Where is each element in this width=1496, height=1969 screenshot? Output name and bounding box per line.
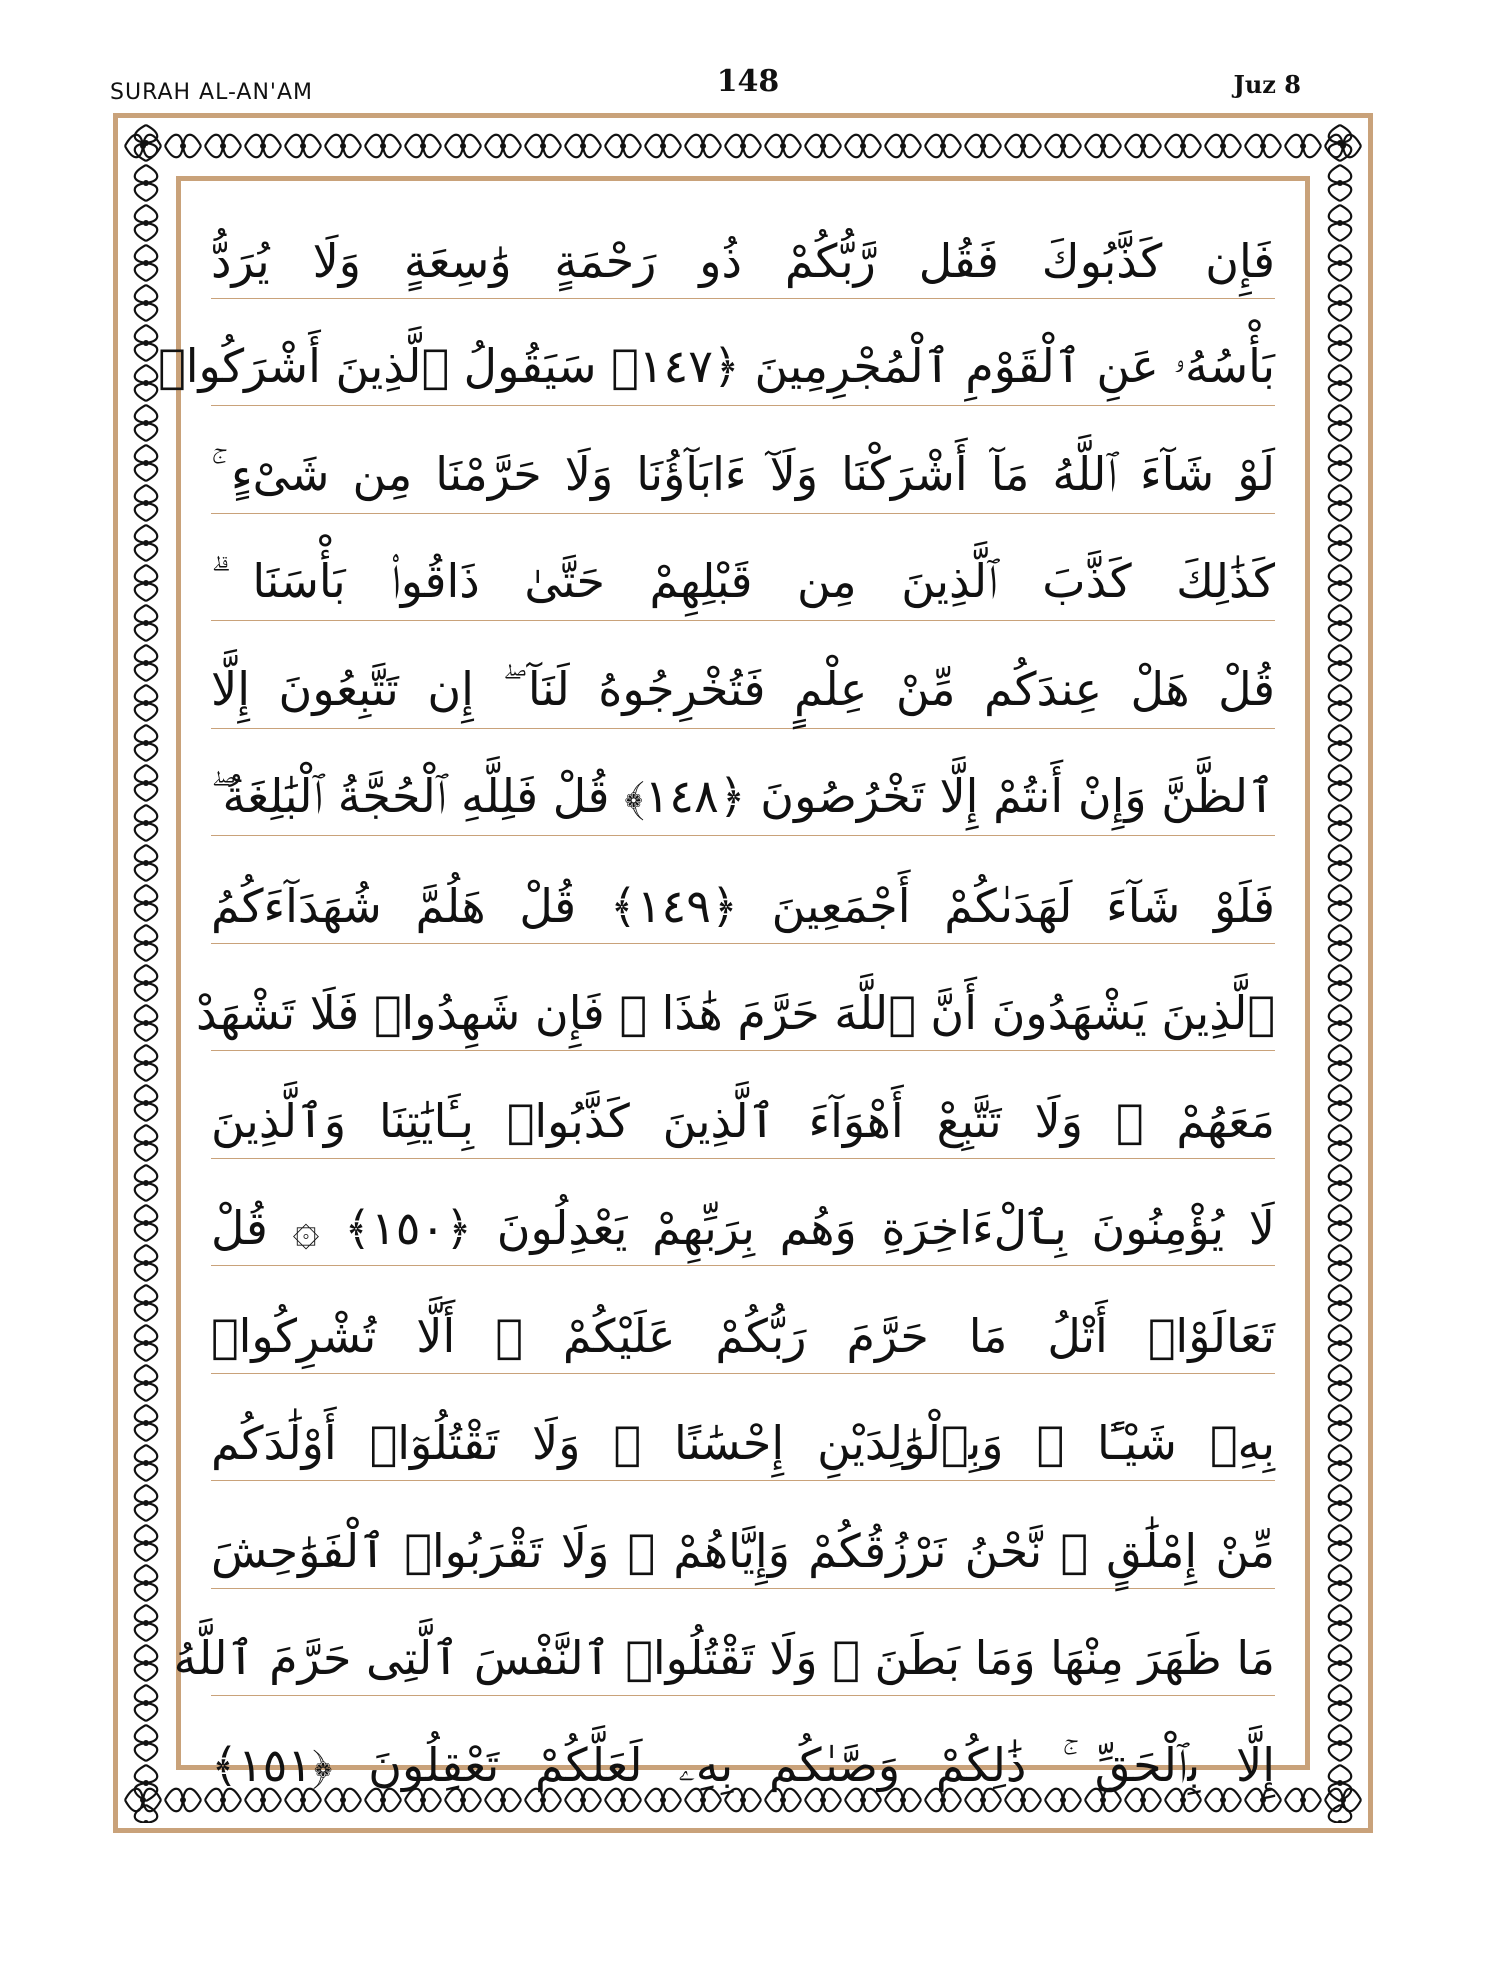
ornament-right-band [1317,123,1363,1823]
line-text: بَأْسُهُۥ عَنِ ٱلْقَوْمِ ٱلْمُجْرِمِينَ ﴿١٤٧﴾ سَيَقُولُ ٱلَّذِينَ أَشْرَكُوا۟ [158,339,1275,393]
text-line [211,514,1275,622]
ornament-top-band [123,123,1363,169]
line-text: مَعَهُمْ ۚ وَلَا تَتَّبِعْ أَهْوَآءَ ٱلَّذِينَ كَذَّبُوا۟ بِـَٔايَٰتِنَا وَٱلَّذِينَ [211,1093,1275,1148]
line-text: كَذَٰلِكَ كَذَّبَ ٱلَّذِينَ مِن قَبْلِهِمْ حَتَّىٰ ذَاقُوا۟ بَأْسَنَا ۗ [211,554,1275,608]
text-line [211,1481,1275,1589]
text-line [158,299,1275,407]
page-number: 148 [716,64,780,99]
line-text: فَلَوْ شَآءَ لَهَدَىٰكُمْ أَجْمَعِينَ ﴿١٤٩﴾ قُلْ هَلُمَّ شُهَدَآءَكُمُ [211,878,1275,933]
line-text: مَا ظَهَرَ مِنْهَا وَمَا بَطَنَ ۖ وَلَا تَقْتُلُوا۟ ٱلنَّفْسَ ٱلَّتِى حَرَّمَ ٱللَّهُ [173,1631,1275,1685]
text-line [211,1374,1275,1482]
text-line [211,621,1275,729]
verse-lines [158,191,1275,1792]
surah-name: SURAH AL-AN'AM [110,80,314,105]
text-frame [158,176,1310,1792]
page-frame [113,113,1373,1833]
line-text: فَإِن كَذَّبُوكَ فَقُل رَّبُّكُمْ ذُو رَحْمَةٍ وَٰسِعَةٍ وَلَا يُرَدُّ [211,233,1275,288]
juz-label: Juz 8 [1233,70,1301,99]
text-line [211,729,1275,837]
text-line [211,1696,1275,1804]
text-line [211,1266,1275,1374]
text-line [211,1159,1275,1267]
line-text: إِلَّا بِٱلْحَقِّ ۚ ذَٰلِكُمْ وَصَّىٰكُم بِهِۦ لَعَلَّكُمْ تَعْقِلُونَ ﴿١٥١﴾ [211,1737,1275,1792]
line-text: مِّنْ إِمْلَٰقٍ ۖ نَّحْنُ نَرْزُقُكُمْ وَإِيَّاهُمْ ۖ وَلَا تَقْرَبُوا۟ ٱلْفَوَٰحِشَ [211,1523,1275,1578]
line-text: بِهِۦ شَيْـًٔا ۖ وَبِٱلْوَٰلِدَيْنِ إِحْسَٰنًا ۖ وَلَا تَقْتُلُوٓا۟ أَوْلَٰدَكُم [211,1416,1275,1470]
text-line [195,944,1275,1052]
line-text: لَا يُؤْمِنُونَ بِٱلْءَاخِرَةِ وَهُم بِرَبِّهِمْ يَعْدِلُونَ ﴿١٥٠﴾ ۞ قُلْ [211,1201,1275,1255]
line-text: قُلْ هَلْ عِندَكُم مِّنْ عِلْمٍ فَتُخْرِجُوهُ لَنَآ ۖ إِن تَتَّبِعُونَ إِلَّا [211,661,1275,716]
line-text: ٱلَّذِينَ يَشْهَدُونَ أَنَّ ٱللَّهَ حَرَّمَ هَٰذَا ۖ فَإِن شَهِدُوا۟ فَلَا تَشْهَدْ [195,986,1275,1040]
line-text: تَعَالَوْا۟ أَتْلُ مَا حَرَّمَ رَبُّكُمْ عَلَيْكُمْ ۖ أَلَّا تُشْرِكُوا۟ [211,1308,1275,1363]
line-text: لَوْ شَآءَ ٱللَّهُ مَآ أَشْرَكْنَا وَلَآ ءَابَآؤُنَا وَلَا حَرَّمْنَا مِن شَىْءٍ ۚ [211,446,1275,501]
text-line [173,1589,1275,1697]
text-line [211,1051,1275,1159]
text-line [211,191,1275,299]
text-line [211,836,1275,944]
text-line [211,406,1275,514]
line-text: ٱلظَّنَّ وَإِنْ أَنتُمْ إِلَّا تَخْرُصُونَ ﴿١٤٨﴾ قُلْ فَلِلَّهِ ٱلْحُجَّةُ ٱلْبَٰلِغَةُ ۖ [211,769,1275,823]
